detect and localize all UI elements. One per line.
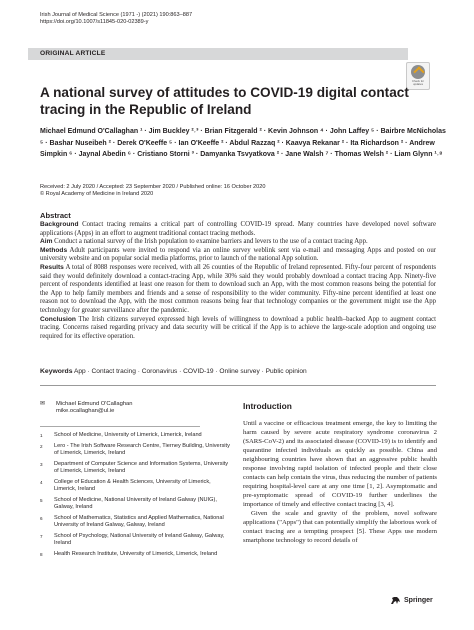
affiliation-list <box>40 432 230 561</box>
abstract-body <box>40 221 436 341</box>
envelope-icon: ✉ <box>40 401 45 407</box>
keywords <box>40 368 440 375</box>
section-divider <box>40 385 436 386</box>
affiliation-item: 5 School of Medicine, National University of Ireland Galway (NUIG), Galway, Ireland <box>40 496 217 510</box>
abstract-aim: Aim Conduct a national survey of the Irish population to examine barriers and levers to the use of a contact tracing App. <box>40 238 368 246</box>
abstract-results: Results A total of 8088 responses were received, with all 26 counties of the Republic of Ireland represented. Fifty-four percent of respondents said they would definitely download a contact-tracing App, while 30% said they would probably download a contact tracing App. Ninety-five percent of respondents identified at least one reason for them to download such an App, with the most common reasons being the potential for the App to help family members and friends and a sense of responsibility to the wider community. Fifty-nine percent identified at least one reason not to download the App, with the most common reasons being fear that technology companies or the government might use the App technology for greater surveillance after the pandemic. <box>40 263 436 314</box>
keywords-list: App · Contact tracing · Coronavirus · COVID-19 · Online survey · Public opinion <box>73 368 307 375</box>
publication-dates <box>40 184 265 199</box>
author-list <box>40 126 450 161</box>
crossmark-label: Check for updates <box>412 79 424 87</box>
copyright-line: © Royal Academy of Medicine in Ireland 2020 <box>40 191 154 198</box>
introduction-body <box>243 419 437 545</box>
introduction-paragraph-1: Until a vaccine or efficacious treatment emerge, the key to limiting the harm caused by severe acute respiratory syndrome coronavirus 2 (SARS-CoV-2) and its associated disease (COVID-19) is to identify and quarantine infected individuals as quickly as possible. China and neighbouring countries have shown that an aggressive public health response involving rapid isolation of infected people and their close contacts can help contain the virus, thus reducing the number of patients requiring hospital-level care at any one time [1, 2]. Asymptomatic and pre-symptomatic spread of COVID-19 further underlines the importance of timely and effective contact tracing [3, 4]. <box>243 420 437 508</box>
affiliation-item: 6 School of Mathematics, Statistics and Applied Mathematics, National University of Ireland Galway, Galway, Ireland <box>40 514 224 528</box>
dates-line: Received: 2 July 2020 / Accepted: 23 September 2020 / Published online: 16 October 2020 <box>40 184 266 190</box>
journal-header <box>40 12 192 26</box>
abstract-methods: Methods Adult participants were invited to respond via an online survey weblink sent via e-mail and messaging Apps and posted on our university website and on popular social media platforms, prior to launch of the national App solution. <box>40 246 436 263</box>
article-title: A national survey of attitudes to COVID-19 digital contact tracing in the Republic of Ireland <box>40 85 409 117</box>
affiliation-item: 2 Lero - The Irish Software Research Centre, Tierney Building, University of Limerick, Limerick, Ireland <box>40 442 230 456</box>
abstract-background: Background Contact tracing remains a critical part of controlling COVID-19 spread. Many countries have developed novel software applications (Apps) in an effort to augment traditional contact tracing methods. <box>40 221 436 237</box>
affiliation-item: 1 School of Medicine, University of Limerick, Limerick, Ireland <box>40 432 202 438</box>
affiliation-item: 3 Department of Computer Science and Information Systems, University of Limerick, Limerick, Ireland <box>40 460 229 474</box>
introduction-heading: Introduction <box>243 401 292 411</box>
keywords-label: Keywords <box>40 368 73 375</box>
abstract-heading: Abstract <box>40 211 71 220</box>
journal-citation: Irish Journal of Medical Science (1971 -) (2021) 190:863–887 <box>40 12 193 18</box>
affiliation-divider <box>40 426 200 427</box>
affiliation-item: 4 College of Education & Health Sciences, University of Limerick, Limerick, Ireland <box>40 478 211 492</box>
abstract-conclusion: Conclusion The Irish citizens surveyed expressed high levels of willingness to download a public health–backed App to augment contact tracing. Concerns raised regarding privacy and data security will be critical if the App is to achieve the large-scale adoption and ongoing use required for its effective operation. <box>40 315 436 340</box>
author-names: Michael Edmund O'Callaghan ¹ · Jim Buckley ²˒³ · Brian Fitzgerald ² · Kevin Johnson ⁴ · John Laffey ⁵ · Bairbre McNicholas ⁵ · Bashar Nuseibeh ² · Derek O'Keeffe ⁵ · Ian O'Keeffe ² · Abdul Razzaq ² · Kaavya Rekanar ² · Ita Richardson ² · Andrew Simpkin ⁶ · Jaynal Abedin ⁶ · Cristiano Storni ³ · Damyanka Tsvyatkova ² · Jane Walsh ⁷ · Thomas Welsh ² · Liam Glynn ¹˒⁸ <box>40 128 446 159</box>
affiliation-item: 7 School of Psychology, National University of Ireland Galway, Galway, Ireland <box>40 532 225 546</box>
correspondence <box>40 401 210 416</box>
publisher-logo <box>390 596 433 605</box>
publisher-name: Springer <box>404 597 433 604</box>
corresponding-author: Michael Edmund O'Callaghan <box>56 401 133 407</box>
affiliation-item: 8 Health Research Institute, University of Limerick, Limerick, Ireland <box>40 550 218 557</box>
springer-horse-icon <box>390 596 401 605</box>
introduction-paragraph-2: Given the scale and gravity of the problem, novel software applications ("Apps") that can potentially simplify the laborious work of contact tracing are a tempting prospect [5]. These Apps use modern smartphone technology to record details of <box>243 510 437 544</box>
corresponding-email[interactable]: mike.ocallaghan@ul.ie <box>56 408 115 415</box>
article-type: ORIGINAL ARTICLE <box>40 50 106 57</box>
doi-link[interactable]: https://doi.org/10.1007/s11845-020-02389-y <box>40 19 149 25</box>
